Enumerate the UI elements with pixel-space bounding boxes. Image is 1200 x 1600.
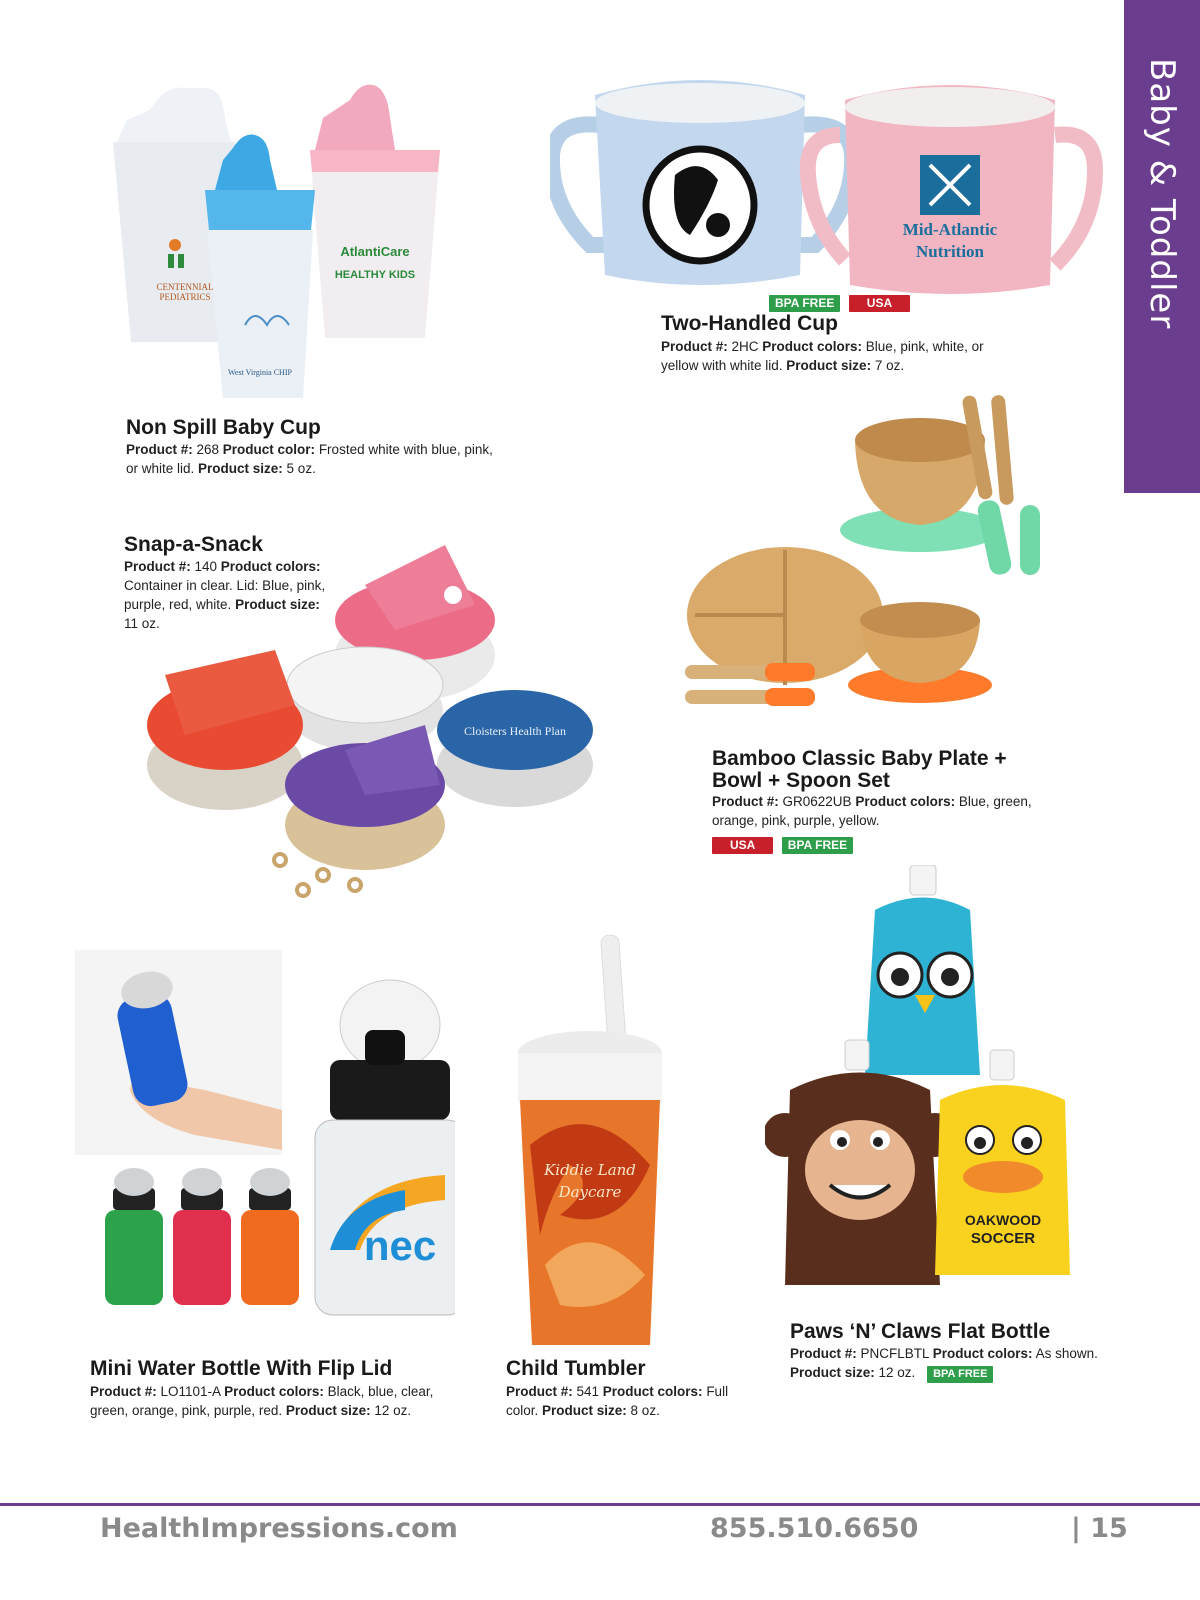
product-title-paws-claws: Paws ‘N’ Claws Flat Bottle <box>790 1320 1051 1343</box>
snap-snack-image <box>145 535 595 915</box>
product-desc-snap-snack: Product #: 140 Product colors: Container in clear. Lid: Blue, pink, purple, red, white. Product size: 11 oz. <box>124 559 326 631</box>
product-title-non-spill: Non Spill Baby Cup <box>126 416 321 439</box>
product-desc-two-handled: Product #: 2HC Product colors: Blue, pink, white, or yellow with white lid. Product size: 7 oz. <box>661 339 984 373</box>
product-desc-mini-bottle: Product #: LO1101-A Product colors: Black, blue, clear, green, orange, pink, purple, red. Product size: 12 oz. <box>90 1384 434 1418</box>
child-tumbler-image <box>500 935 680 1350</box>
footer-website[interactable]: HealthImpressions.com <box>100 1513 458 1544</box>
badges-bamboo <box>712 836 853 854</box>
footer-page-number: | 15 <box>1071 1513 1128 1544</box>
non-spill-cup-image <box>105 80 465 415</box>
imprint-centennial: CENTENNIAL <box>156 282 214 292</box>
product-title-mini-bottle: Mini Water Bottle With Flip Lid <box>90 1357 393 1380</box>
svg-text:PEDIATRICS: PEDIATRICS <box>159 292 211 302</box>
imprint-nec: nec <box>363 1222 437 1269</box>
bpa-free-badge: BPA FREE <box>782 837 853 854</box>
product-desc-child-tumbler: Product #: 541 Product colors: Full color. Product size: 8 oz. <box>506 1384 729 1418</box>
section-tab <box>1124 0 1200 493</box>
imprint-oakwood: OAKWOOD <box>964 1212 1042 1228</box>
section-tab-label: Baby & Toddler <box>1142 58 1182 330</box>
bamboo-set-image <box>685 385 1085 725</box>
usa-badge: USA <box>849 295 910 312</box>
imprint-cloisters: Cloisters Health Plan <box>464 724 566 738</box>
svg-text:SOCCER: SOCCER <box>970 1230 1036 1247</box>
imprint-kiddie-land: Kiddie Land <box>544 1161 636 1179</box>
footer-phone[interactable]: 855.510.6650 <box>710 1513 919 1544</box>
product-title-child-tumbler: Child Tumbler <box>506 1357 646 1380</box>
imprint-wv-chip: West Virginia CHIP <box>228 368 292 377</box>
svg-text:Nutrition: Nutrition <box>916 242 984 261</box>
imprint-atlanticare: AtlantiCare <box>340 244 410 259</box>
usa-badge: USA <box>712 837 773 854</box>
product-title-two-handled: Two-Handled Cup <box>661 312 838 335</box>
bpa-free-badge: BPA FREE <box>927 1366 993 1383</box>
footer-divider <box>0 1503 1200 1506</box>
product-title-snap-snack: Snap-a-Snack <box>124 533 263 556</box>
paws-claws-image <box>765 865 1100 1310</box>
product-desc-paws-claws: Product #: PNCFLBTL Product colors: As shown. Product size: 12 oz. BPA FREE <box>790 1344 1110 1383</box>
svg-text:Daycare: Daycare <box>558 1183 622 1201</box>
product-desc-bamboo: Product #: GR0622UB Product colors: Blue, green, orange, pink, purple, yellow. <box>712 794 1032 828</box>
two-handled-cup-image <box>550 75 1110 305</box>
svg-text:Mid-Atlantic: Mid-Atlantic <box>902 220 998 239</box>
product-title-bamboo-line1: Bamboo Classic Baby Plate + <box>712 747 1007 770</box>
badges-two-handled <box>769 294 910 312</box>
imprint-healthy-kids: HEALTHY KIDS <box>334 269 416 281</box>
product-desc-non-spill: Product #: 268 Product color: Frosted white with blue, pink, or white lid. Product size: 5 oz. <box>126 442 493 476</box>
product-title-bamboo-line2: Bowl + Spoon Set <box>712 769 890 792</box>
bpa-free-badge: BPA FREE <box>769 295 840 312</box>
mini-bottle-image <box>75 950 455 1340</box>
